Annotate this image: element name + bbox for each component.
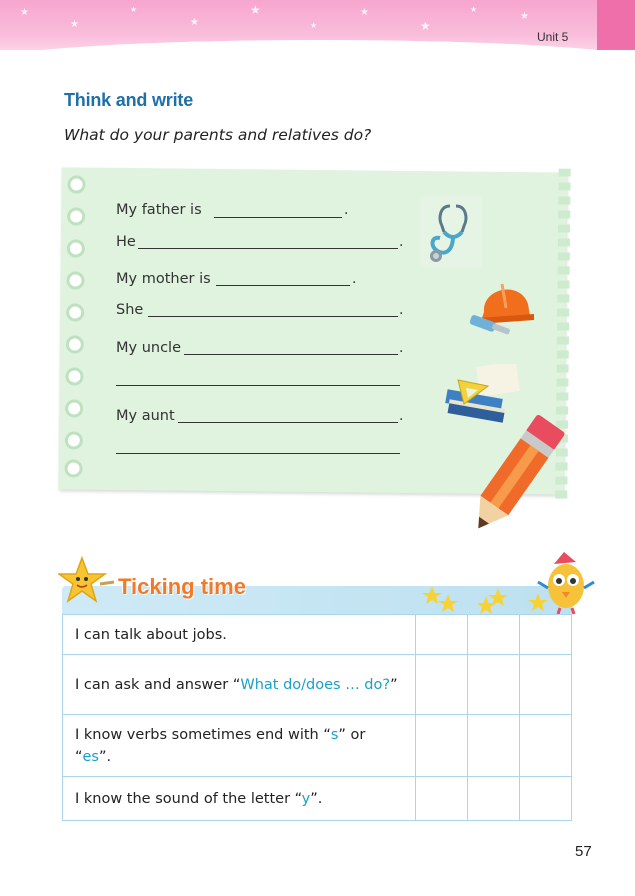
star-icon	[478, 586, 510, 614]
star-icon: ★	[420, 19, 431, 33]
table-row	[63, 777, 572, 821]
tick-box[interactable]	[468, 777, 520, 821]
period: .	[344, 202, 349, 218]
period: .	[399, 408, 404, 424]
uncle-blank-2[interactable]	[116, 385, 400, 386]
notepad-ring	[67, 175, 85, 193]
stethoscope-icon	[420, 196, 482, 268]
hard-hat-icon	[468, 274, 540, 340]
pencil-icon	[450, 408, 580, 544]
table-row	[63, 655, 572, 715]
tick-box[interactable]	[468, 715, 520, 777]
she-blank[interactable]	[148, 316, 398, 317]
tick-box[interactable]	[520, 777, 572, 821]
tick-box[interactable]	[468, 615, 520, 655]
aunt-blank[interactable]	[178, 422, 398, 423]
star-icon	[422, 584, 462, 614]
tick-box[interactable]	[416, 715, 468, 777]
tick-box[interactable]	[520, 655, 572, 715]
tick-box[interactable]	[520, 615, 572, 655]
he-blank[interactable]	[138, 248, 398, 249]
notepad-ring	[64, 459, 82, 477]
tick-box[interactable]	[416, 615, 468, 655]
notepad-ring	[65, 399, 83, 417]
notepad-ring	[67, 207, 85, 225]
tick-box[interactable]	[520, 715, 572, 777]
star-icon: ★	[70, 19, 79, 30]
page-number: 57	[575, 843, 592, 860]
star-icon: ★	[470, 5, 478, 14]
question: What do your parents and relatives do?	[64, 126, 372, 144]
aunt-blank-2[interactable]	[116, 453, 400, 454]
notepad-ring	[65, 367, 83, 385]
table-row	[63, 615, 572, 655]
table-row	[63, 715, 572, 777]
mother-she: She	[116, 302, 144, 318]
unit-tab	[597, 0, 635, 50]
period: .	[399, 340, 404, 356]
star-icon: ★	[250, 3, 261, 17]
father-he: He	[116, 234, 136, 250]
statement: I can ask and answer “What do/does … do?”	[63, 655, 416, 715]
section-title: Think and write	[64, 90, 194, 110]
egg-mascot-icon	[536, 552, 598, 616]
statement: I can talk about jobs.	[63, 615, 416, 655]
notepad-ring	[66, 335, 84, 353]
star-mascot-icon	[58, 556, 116, 608]
father-blank[interactable]	[214, 217, 342, 218]
star-icon: ★	[20, 7, 29, 18]
notepad-ring	[66, 271, 84, 289]
uncle-blank[interactable]	[184, 354, 398, 355]
ticking-title: Ticking time	[118, 574, 246, 599]
aunt-prompt: My aunt	[116, 408, 175, 424]
star-icon: ★	[360, 7, 369, 18]
notepad-ring	[65, 431, 83, 449]
period: .	[399, 234, 404, 250]
unit-label: Unit 5	[537, 30, 569, 44]
tick-box[interactable]	[416, 655, 468, 715]
uncle-prompt: My uncle	[116, 340, 182, 356]
tick-box[interactable]	[416, 777, 468, 821]
notepad-ring	[67, 239, 85, 257]
statement: I know verbs sometimes end with “s” or “es”.	[63, 715, 416, 777]
notepad-ring	[66, 303, 84, 321]
tick-box[interactable]	[468, 655, 520, 715]
mother-blank[interactable]	[216, 285, 350, 286]
ticking-table	[62, 614, 572, 821]
star-icon: ★	[190, 17, 199, 28]
star-icon: ★	[520, 11, 529, 22]
statement: I know the sound of the letter “y”.	[63, 777, 416, 821]
father-prompt: My father is	[116, 202, 202, 218]
star-icon: ★	[310, 21, 318, 30]
period: .	[352, 271, 357, 287]
star-icon: ★	[130, 5, 138, 14]
period: .	[399, 302, 404, 318]
mother-prompt: My mother is	[116, 271, 211, 287]
